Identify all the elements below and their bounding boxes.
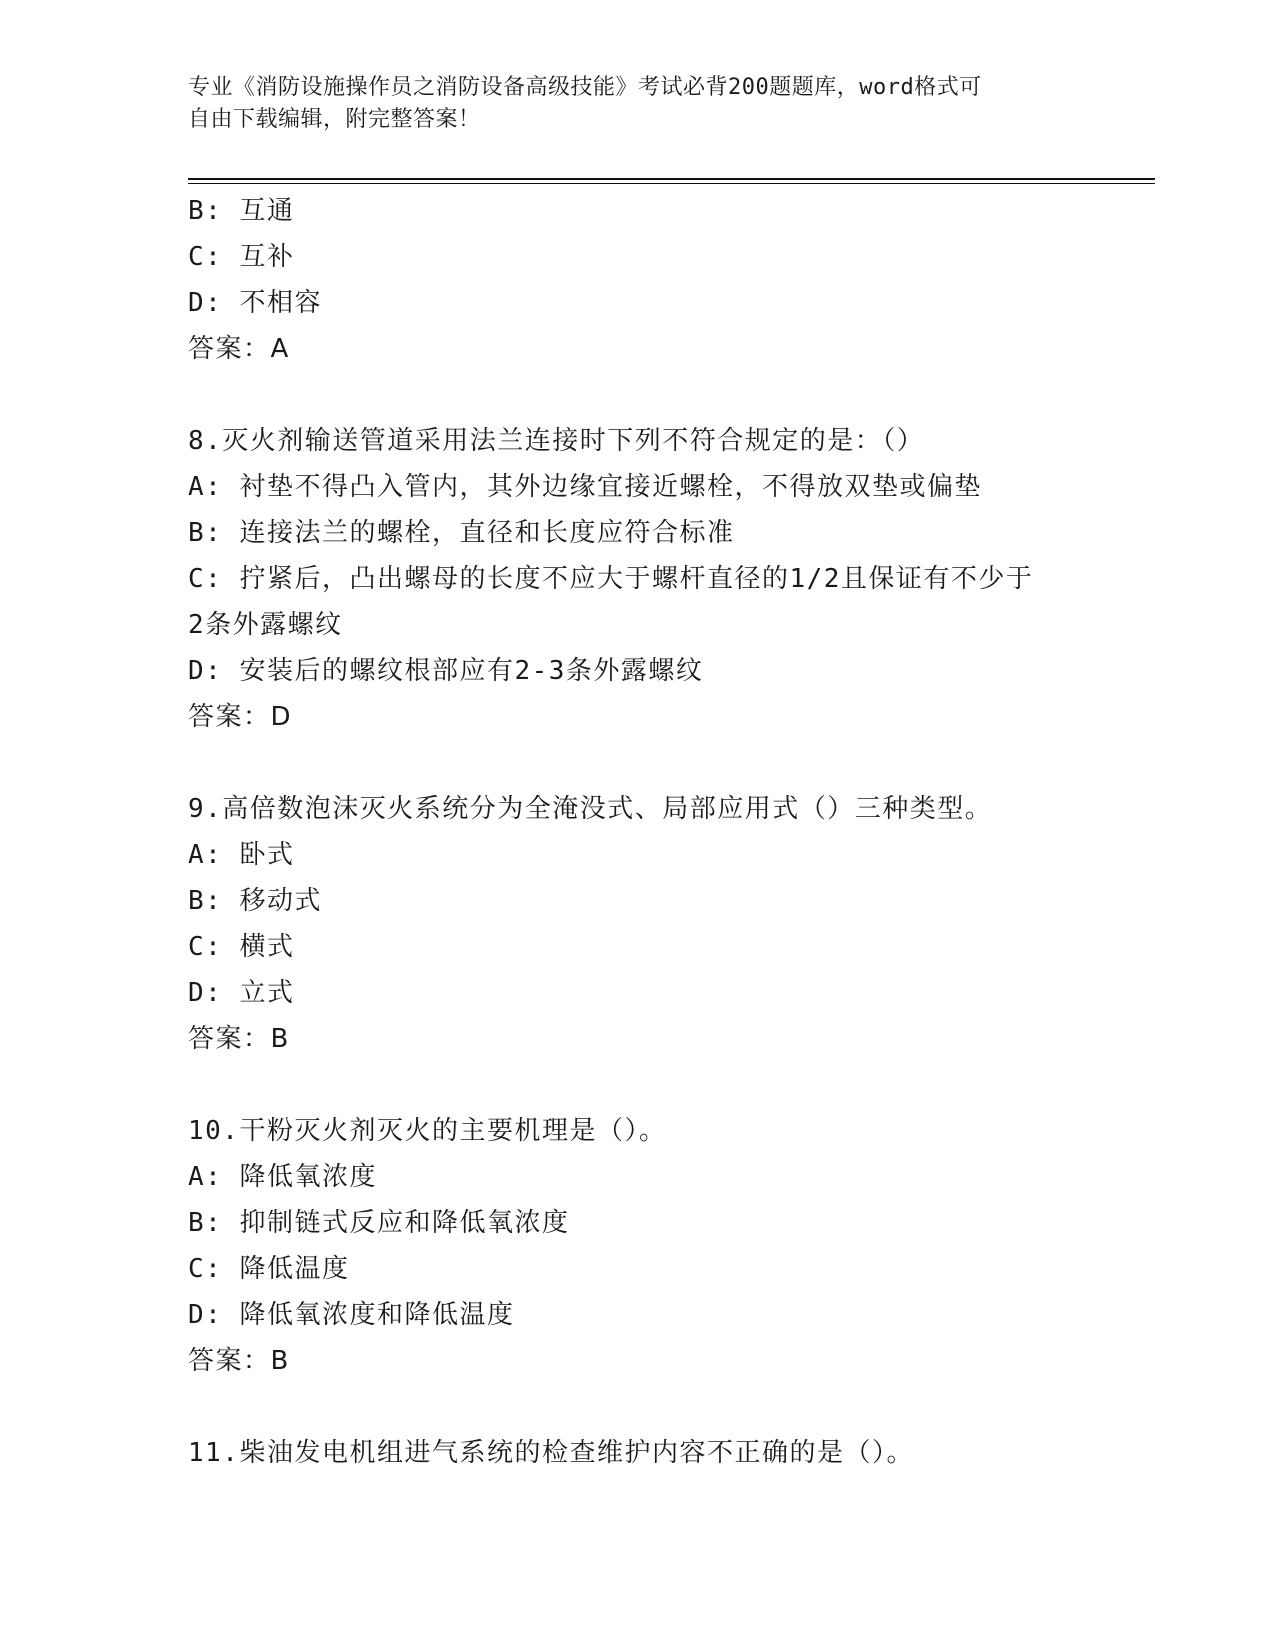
question-spacer <box>188 1384 1148 1430</box>
question-10 <box>188 1108 1148 1384</box>
question-stem: 8.灭火剂输送管道采用法兰连接时下列不符合规定的是：（） <box>188 426 925 456</box>
option-c: C: 横式 <box>188 932 295 962</box>
option-b: B: 抑制链式反应和降低氧浓度 <box>188 1208 570 1238</box>
question-list <box>188 188 1148 1476</box>
option-a: A: 衬垫不得凸入管内，其外边缘宜接近螺栓，不得放双垫或偏垫 <box>188 472 982 502</box>
document-header <box>188 72 1088 136</box>
option-c: C: 拧紧后，凸出螺母的长度不应大于螺杆直径的1/2且保证有不少于 <box>188 564 1034 594</box>
answer-line: 答案：B <box>188 1024 290 1054</box>
option-d: D: 立式 <box>188 978 295 1008</box>
answer-line: 答案：B <box>188 1346 290 1376</box>
question-spacer <box>188 1062 1148 1108</box>
header-divider-thin <box>188 183 1155 184</box>
option-a: A: 降低氧浓度 <box>188 1162 377 1192</box>
option-b: B: 连接法兰的螺栓，直径和长度应符合标准 <box>188 518 735 548</box>
option-d: D: 安装后的螺纹根部应有2-3条外露螺纹 <box>188 656 704 686</box>
question-11 <box>188 1430 1148 1476</box>
option-d: D: 降低氧浓度和降低温度 <box>188 1300 515 1330</box>
answer-line: 答案：D <box>188 702 293 732</box>
option-b: B: 移动式 <box>188 886 322 916</box>
option-d: D: 不相容 <box>188 288 322 318</box>
header-divider-thick <box>188 178 1155 180</box>
question-stem: 9.高倍数泡沫灭火系统分为全淹没式、局部应用式（）三种类型。 <box>188 794 993 824</box>
question-spacer <box>188 372 1148 418</box>
header-title-line-1: 专业《消防设施操作员之消防设备高级技能》考试必背200题题库，word格式可 <box>188 75 982 100</box>
answer-line: 答案：A <box>188 334 290 364</box>
option-a: A: 卧式 <box>188 840 295 870</box>
question-9 <box>188 786 1148 1062</box>
option-c: C: 互补 <box>188 242 295 272</box>
question-7-tail <box>188 188 1148 372</box>
option-c-continued: 2条外露螺纹 <box>188 610 343 640</box>
question-8 <box>188 418 1148 740</box>
question-stem: 10.干粉灭火剂灭火的主要机理是（）。 <box>188 1116 667 1146</box>
question-spacer <box>188 740 1148 786</box>
header-title-line-2: 自由下载编辑，附完整答案！ <box>188 107 481 132</box>
option-b: B: 互通 <box>188 196 295 226</box>
question-stem: 11.柴油发电机组进气系统的检查维护内容不正确的是（）。 <box>188 1438 914 1468</box>
option-c: C: 降低温度 <box>188 1254 350 1284</box>
